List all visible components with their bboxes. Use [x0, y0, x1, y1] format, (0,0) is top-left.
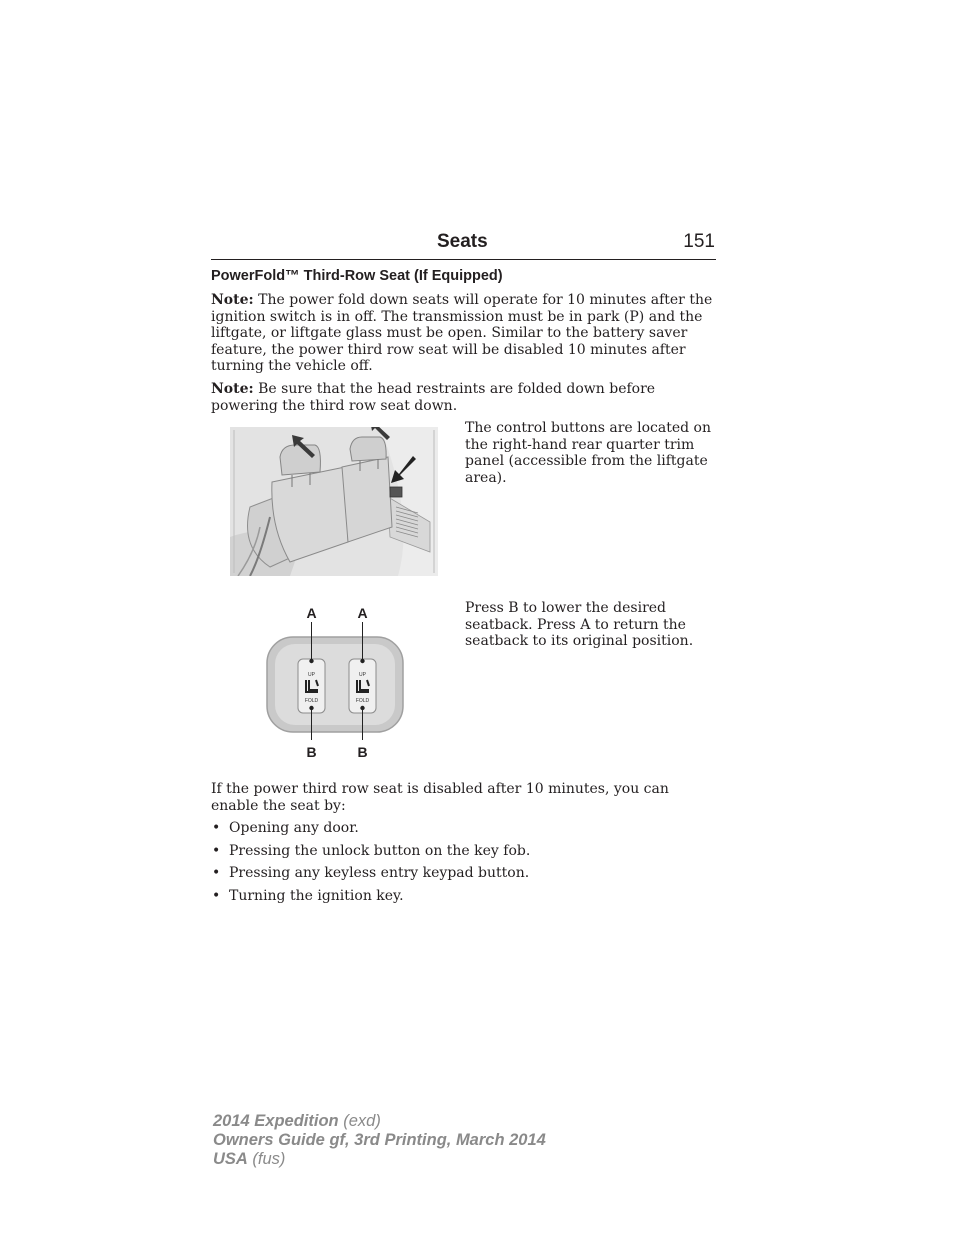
figure2-caption: Press B to lower the desired seatback. Press A to return the seatback to its original position. — [465, 600, 694, 649]
enable-intro: If the power third row seat is disabled after 10 minutes, you can enable the seat by: — [211, 781, 669, 814]
footer-line-1: 2014 Expedition (exd) — [213, 1112, 381, 1130]
up-label-left: UP — [308, 672, 315, 678]
footer-line-3: USA (fus) — [213, 1150, 286, 1168]
section-title: Seats — [437, 231, 488, 252]
fold-label-right: FOLD — [355, 698, 370, 704]
label-a-right: A — [357, 605, 368, 621]
third-row-seat-illustration — [230, 427, 438, 576]
figure1-caption: The control buttons are located on the right-hand rear quarter trim panel (accessible from the liftgate area). — [465, 420, 711, 486]
list-item: • Opening any door. — [212, 820, 359, 836]
enable-list — [211, 820, 716, 910]
note-label: Note: — [211, 292, 254, 308]
note-text: The power fold down seats will operate for 10 minutes after the ignition switch is in off. The transmission must be in park (P) and the liftgate, or liftgate glass must be open. Similar to the battery saver feature, the power third row seat will be disabled 10 minutes after turning the vehicle off. — [211, 292, 713, 374]
label-b-right: B — [357, 744, 368, 760]
note-paragraph-1 — [211, 292, 716, 375]
page-header — [211, 229, 716, 260]
note-text: Be sure that the head restraints are folded down before powering the third row seat down. — [211, 381, 656, 414]
up-label-right: UP — [359, 672, 366, 678]
fold-label-left: FOLD — [304, 698, 319, 704]
control-buttons-illustration — [264, 600, 406, 760]
label-a-left: A — [306, 605, 317, 621]
page-number: 151 — [683, 231, 715, 252]
subheading: PowerFold™ Third-Row Seat (If Equipped) — [211, 268, 503, 284]
footer-line-2: Owners Guide gf, 3rd Printing, March 2014 — [213, 1131, 546, 1149]
label-b-left: B — [306, 744, 317, 760]
list-item: • Turning the ignition key. — [212, 887, 404, 904]
note-paragraph-2 — [211, 381, 716, 414]
list-item: • Pressing any keyless entry keypad button. — [212, 865, 530, 881]
note-label: Note: — [211, 381, 254, 397]
page-footer — [213, 1112, 546, 1169]
list-item: • Pressing the unlock button on the key fob. — [212, 842, 531, 859]
